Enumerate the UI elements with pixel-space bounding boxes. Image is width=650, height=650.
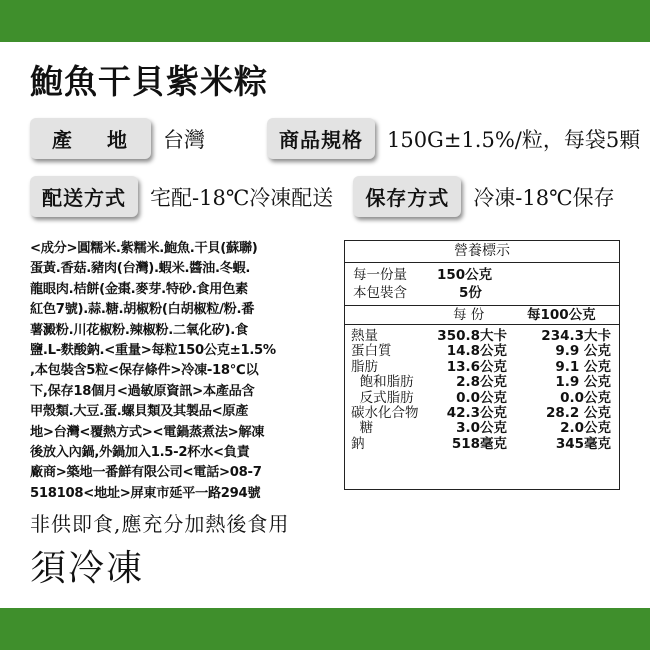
- serving-value: 150公克: [437, 267, 493, 283]
- ingredients-line: 廠商>築地一番鮮有限公司<電話>08-7: [30, 465, 262, 481]
- nutrient-per-100g: 28.2 公克: [545, 404, 611, 421]
- delivery-value: 宅配-18℃冷凍配送: [150, 185, 334, 210]
- delivery-label-tag: 配送方式: [30, 176, 138, 217]
- spec-row-delivery-storage: [30, 176, 615, 217]
- product-title: 鮑魚干貝紫米粽: [30, 62, 268, 101]
- nutrient-per-serving: 13.6公克: [446, 358, 507, 375]
- nutrient-label: 鈉: [351, 435, 365, 452]
- nutrition-row: [345, 344, 619, 359]
- per-100g-header: 每100公克: [527, 307, 596, 323]
- nutrient-label: 蛋白質: [351, 343, 392, 360]
- size-label-tag: 商品規格: [267, 118, 375, 159]
- ingredients-line: 紅色7號).蒜.糖.胡椒粉(白胡椒粒/粉.番: [30, 302, 255, 318]
- package-value: 5份: [459, 285, 482, 301]
- storage-label-tag: 保存方式: [353, 176, 461, 217]
- ingredients-line: 薯澱粉.川花椒粉.辣椒粉.二氧化矽).食: [30, 322, 248, 338]
- package-label: 本包裝含: [353, 285, 407, 301]
- nutrient-label: 飽和脂肪: [351, 374, 414, 391]
- nutrient-per-serving: 14.8公克: [446, 343, 507, 360]
- ingredients-line: ,本包裝含5粒<保存條件>冷凍-18℃以: [30, 363, 259, 379]
- storage-value: 冷凍-18℃保存: [473, 185, 615, 210]
- nutrient-per-serving: 0.0公克: [456, 389, 507, 406]
- nutrient-per-serving: 42.3公克: [446, 404, 507, 421]
- nutrition-column-header: [345, 305, 619, 325]
- serving-label: 每一份量: [353, 267, 407, 283]
- bottom-green-band: [0, 608, 650, 650]
- nutrition-title: 營養標示: [345, 241, 619, 263]
- origin-value: 台灣: [162, 127, 205, 152]
- per-serving-header: 每 份: [453, 307, 485, 323]
- nutrient-per-serving: 518毫克: [451, 435, 507, 452]
- nutrient-per-serving: 3.0公克: [456, 420, 507, 437]
- ingredients-line: 地>台灣<覆熱方式><電鍋蒸煮法>解凍: [30, 424, 265, 440]
- nutrient-per-100g: 234.3大卡: [541, 328, 611, 344]
- nutrient-per-100g: 1.9 公克: [555, 374, 611, 391]
- serving-size-row: [345, 266, 619, 284]
- nutrition-row: [345, 421, 619, 436]
- ingredients-line: 518108<地址>屏東市延平一路294號: [30, 485, 261, 501]
- nutrient-per-serving: 350.8大卡: [437, 328, 507, 344]
- nutrient-per-100g: 9.1 公克: [555, 358, 611, 375]
- nutrient-per-100g: 345毫克: [555, 435, 611, 452]
- ingredients-text: [30, 239, 332, 504]
- size-value: 150G±1.5%/粒，每袋5顆: [386, 127, 641, 152]
- ingredients-line: 甲殼類.大豆.蛋.螺貝類及其製品<原產: [30, 404, 249, 420]
- nutrition-row: [345, 437, 619, 452]
- nutrient-label: 碳水化合物: [351, 404, 419, 421]
- top-green-band: [0, 0, 650, 42]
- ingredients-line: 下,保存18個月<過敏原資訊>本產品含: [30, 383, 255, 399]
- origin-label-tag: 產 地: [30, 118, 151, 159]
- nutrient-per-100g: 0.0公克: [560, 389, 611, 406]
- ingredients-line: 蛋黃.香菇.豬肉(台灣).蝦米.醬油.冬蝦.: [30, 261, 251, 277]
- heating-note: 非供即食,應充分加熱後食用: [30, 512, 290, 536]
- nutrient-label: 反式脂肪: [351, 389, 414, 406]
- package-count-row: [345, 284, 619, 302]
- ingredients-line: <成分>圓糯米.紫糯米.鮑魚.干貝(蘇聯): [30, 241, 258, 256]
- ingredients-line: 後放入內鍋,外鍋加入1.5-2杯水<負責: [30, 445, 250, 461]
- nutrient-per-100g: 9.9 公克: [555, 343, 611, 360]
- ingredients-line: 鹽.L-麩酸鈉.<重量>每粒150公克±1.5%: [30, 343, 276, 359]
- nutrition-row: [345, 375, 619, 390]
- nutrition-row: [345, 391, 619, 406]
- nutrient-label: 糖: [351, 420, 374, 437]
- ingredients-line: 龍眼肉.桔餅(金棗.麥芽.特砂.食用色素: [30, 281, 248, 297]
- nutrient-per-100g: 2.0公克: [560, 420, 611, 437]
- nutrient-per-serving: 2.8公克: [456, 374, 507, 391]
- nutrition-rows: [345, 325, 619, 452]
- nutrient-label: 脂肪: [351, 358, 378, 375]
- keep-frozen-label: 須冷凍: [30, 548, 145, 589]
- spec-row-origin-size: [30, 118, 640, 159]
- nutrition-row: [345, 360, 619, 375]
- nutrient-label: 熱量: [351, 328, 378, 344]
- nutrition-facts-table: [344, 240, 620, 490]
